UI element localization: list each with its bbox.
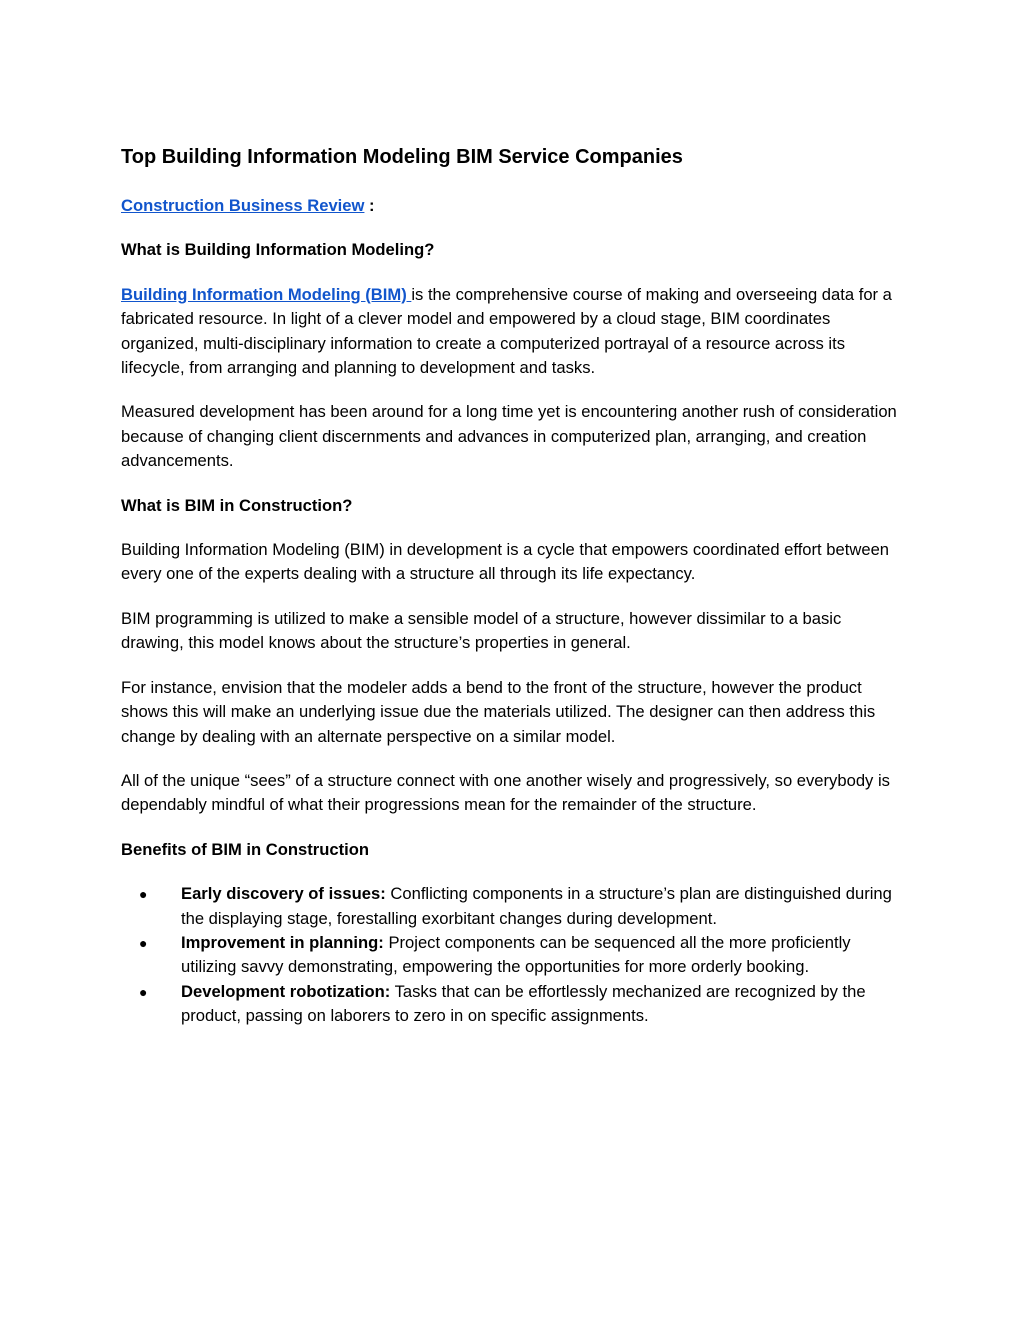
source-link[interactable]: Construction Business Review	[121, 196, 365, 215]
section-heading-bim-in-construction: What is BIM in Construction?	[121, 495, 353, 515]
bullet-icon: ●	[139, 934, 148, 951]
list-item-title: Development robotization:	[181, 981, 391, 1001]
list-item-text: Tasks that can be effortlessly mechanized are recognized by the product, passing on laborers to zero in on specific assignments.	[181, 981, 866, 1026]
paragraph-bim-definition	[121, 283, 905, 381]
list-item-text: Project components can be sequenced all the more proficiently utilizing savvy demonstrating, empowering the opportunities for more orderly booking.	[181, 932, 851, 977]
list-item-title: Improvement in planning:	[181, 932, 384, 952]
page-title: Top Building Information Modeling BIM Service Companies	[121, 146, 683, 168]
list-item	[121, 882, 905, 931]
paragraph-measured-development: Measured development has been around for a long time yet is encountering another rush of consideration because of changing client discernments and advances in computerized plan, arranging, and creation advancements.	[121, 402, 897, 471]
source-suffix: :	[364, 196, 375, 215]
source-line	[121, 194, 905, 218]
section-heading-benefits: Benefits of BIM in Construction	[121, 839, 369, 859]
list-item-title: Early discovery of issues:	[181, 884, 386, 904]
paragraph-for-instance: For instance, envision that the modeler adds a bend to the front of the structure, however the product shows this will make an underlying issue due the materials utilized. The designer can then address this change by dealing with an alternate perspective on a similar model.	[121, 677, 876, 746]
bullet-icon: ●	[139, 983, 148, 1000]
document-page	[121, 143, 905, 1029]
paragraph-unique-views: All of the unique “sees” of a structure connect with one another wisely and progressively, so everybody is dependably mindful of what their progressions mean for the remainder of the structure.	[121, 770, 890, 815]
paragraph-text: is the comprehensive course of making and overseeing data for a fabricated resource. In light of a clever model and empowered by a cloud stage, BIM coordinates organized, multi-disciplinary information to create a computerized portrayal of a resource across its lifecycle, from arranging and planning to development and tasks.	[121, 284, 892, 378]
paragraph-bim-cycle: Building Information Modeling (BIM) in development is a cycle that empowers coordinated effort between every one of the experts dealing with a structure all through its life expectancy.	[121, 540, 890, 584]
bullet-icon: ●	[139, 886, 148, 903]
list-item-text: Conflicting components in a structure’s plan are distinguished during the displaying stage, forestalling exorbitant changes during development.	[181, 884, 892, 928]
benefits-list	[121, 882, 905, 1028]
list-item	[121, 931, 905, 980]
section-heading-what-is-bim: What is Building Information Modeling?	[121, 240, 435, 260]
paragraph-bim-programming: BIM programming is utilized to make a sensible model of a structure, however dissimilar to a basic drawing, this model knows about the structure’s properties in general.	[121, 608, 842, 653]
list-item	[121, 980, 905, 1029]
bim-link[interactable]: Building Information Modeling (BIM)	[121, 284, 412, 304]
